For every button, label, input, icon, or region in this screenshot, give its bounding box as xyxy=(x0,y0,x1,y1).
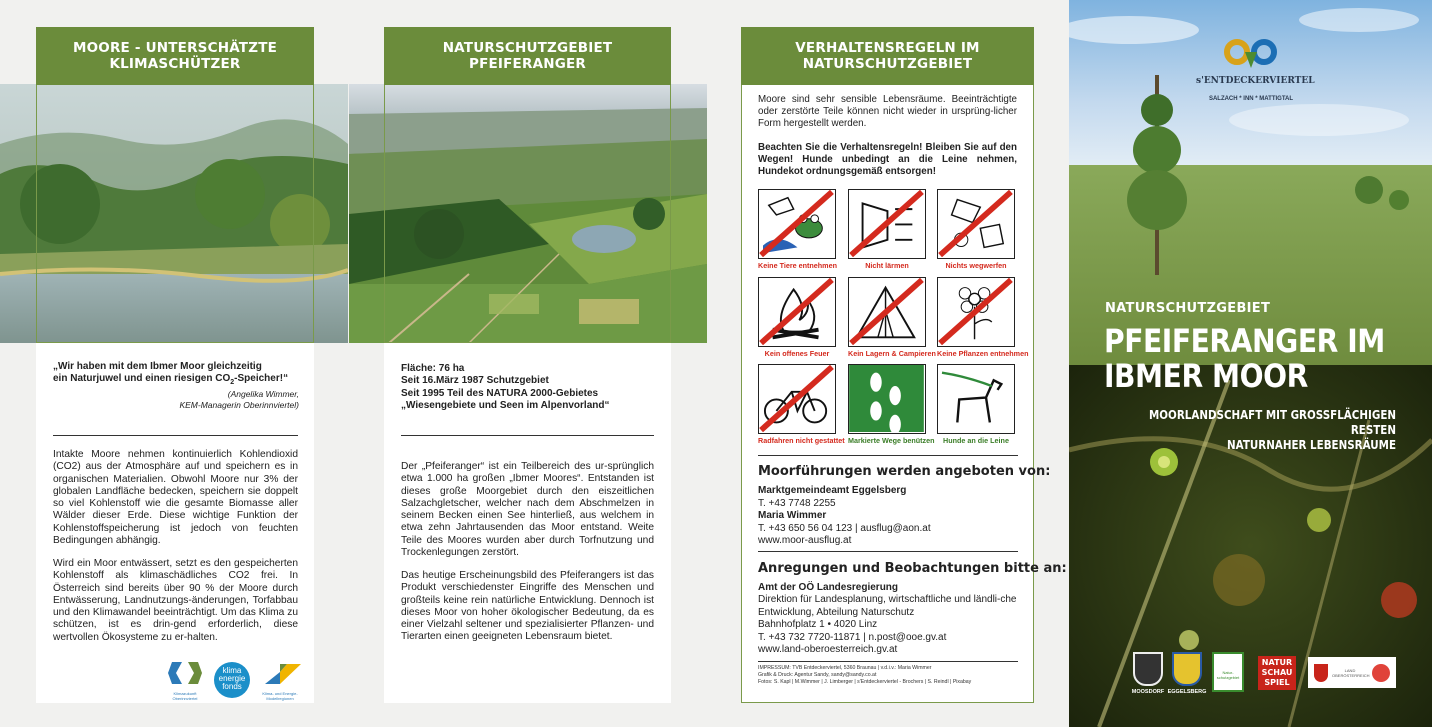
frog-icon xyxy=(758,189,836,259)
brand-subline: SALZACH * INN * MATTIGTAL xyxy=(1208,96,1294,102)
dog-leash-icon xyxy=(937,364,1015,434)
rule-icon-caption: Nichts wegwerfen xyxy=(945,261,1007,270)
rule-icon-caption: Markierte Wege benützen xyxy=(848,436,935,445)
rules-text: Beachten Sie die Verhaltensregeln! Bleiben Sie auf den Wegen! Hunde unbedingt an die Leine nehmen, Hundekot ordnungsgemäß entsorgen! xyxy=(758,142,1017,177)
quote: „Wir haben mit dem Ibmer Moor gleichzeitig ein Naturjuwel und einen riesigen $CO_2-Speicher!“$ xyxy=(53,361,289,387)
tours-heading: Moorführungen werden angeboten von: xyxy=(758,464,1051,479)
rule-icon-tile xyxy=(937,364,1015,445)
tours-contacts: Marktgemeindeamt Eggelsberg T. +43 7748 2255 Maria Wimmer T. +43 650 56 04 123 | ausflug@aon.at www.moor-ausflug.at xyxy=(758,485,1018,548)
intro-text: Moore sind sehr sensible Lebensräume. Beeinträchtigte oder zerstörte Teile können nicht wieder in ursprüng-licher Form hergestellt werden. xyxy=(758,94,1017,129)
feedback-heading: Anregungen und Beobachtungen bitte an: xyxy=(758,561,1067,576)
land-ooe-logo: LAND OBERÖSTERREICH xyxy=(1308,657,1396,688)
feedback-contacts: Amt der OÖ Landesregierung Direktion für Landesplanung, wirtschaftliche und ländli-che Entwicklung, Abteilung Naturschutz Bahnhofplatz 1 • 4020 Linz T. +43 732 7720-11871 | n.post@ooe.gv.at www.land-oberoesterreich.gv.at xyxy=(758,582,1020,656)
divider xyxy=(53,435,298,436)
feedback-website-link[interactable]: www.land-oberoesterreich.gv.at xyxy=(758,644,898,656)
panel1-header: MOORE - UNTERSCHÄTZTE KLIMASCHÜTZER xyxy=(36,27,314,85)
paragraph: Wird ein Moor entwässert, setzt es den gespeicherten Kohlenstoff als klimaschädliches CO2 frei. In Österreich sind bereits über 90 % der Moore durch Entwässerung, Landnutzungs-änderungen, Torfabbau und den Klimawandel beeinträchtigt. Um das Klima zu schützen, ist es drin-gend erforderlich, diese wertvollen Ökosysteme zu er-halten. xyxy=(53,558,298,643)
panel3-header: VERHALTENSREGELN IM NATURSCHUTZGEBIET xyxy=(741,27,1034,85)
entdeckerviertel-logo xyxy=(1222,38,1280,75)
rule-icon-tile xyxy=(937,277,1029,358)
footprints-icon xyxy=(848,364,926,434)
paragraph: Das heutige Erscheinungsbild des Pfeiferangers ist das Produkt verschiedenster Eingriffe des Menschen und großteils keine rein natürliche Entwicklung. Dennoch ist dieses Moor von hoher ökologischer Bedeutung, da es einer Vielzahl seltener und spezialisierter Pflanzen- und Tierarten einen geeigneten Lebensraum bietet. xyxy=(401,570,654,643)
rule-icon-tile xyxy=(758,189,836,270)
tours-website-link[interactable]: www.moor-ausflug.at xyxy=(758,535,852,546)
rule-icon-tile xyxy=(848,189,926,270)
paragraph: Der „Pfeiferanger“ ist ein Teilbereich des ur-sprünglich etwa 1.000 ha großen „Ibmer Moores“. Entstanden ist dieses große Moorgebiet durch den eiszeitlichen Salzachgletscher, welcher nach dem Abschmelzen in seinem Becken einen See hinterließ, aus welchem in etwa zehn Jahrtausenden das Moor entstand. Weite Teile des Moores wurden aber durch Torfnutzung und Trockenlegungen zerstört. xyxy=(401,461,654,559)
rule-icon-caption: Keine Tiere entnehmen xyxy=(758,261,837,270)
divider xyxy=(758,661,1018,662)
photo-aerial-landscape xyxy=(349,84,707,343)
rule-icon-tile xyxy=(848,277,936,358)
tent-icon xyxy=(848,277,926,347)
naturschutzgebiet-sign: Natur-schutzgebiet xyxy=(1212,652,1244,692)
rule-icon-tile xyxy=(937,189,1015,270)
klimaenergiefonds-logo: klima energie fonds xyxy=(214,662,250,698)
rule-icon-tile xyxy=(848,364,935,445)
facts: Fläche: 76 ha Seit 16.März 1987 Schutzgebiet Seit 1995 Teil des NATURA 2000-Gebietes „Wiesengebiete und Seen im Alpenvorland“ xyxy=(401,363,610,411)
panel2-header: NATURSCHUTZGEBIET PFEIFERANGER xyxy=(384,27,671,85)
rule-icon-caption: Kein offenes Feuer xyxy=(764,349,830,358)
rule-icon-caption: Hunde an die Leine xyxy=(943,436,1009,445)
flower-icon xyxy=(937,277,1015,347)
naturschauspiel-logo: NATUR SCHAU SPIEL xyxy=(1258,656,1296,690)
cover-subtitle: MOORLANDSCHAFT MIT GROSSFLÄCHIGEN RESTEN NATURNAHER LEBENSRÄUME xyxy=(1149,408,1396,452)
bicycle-icon xyxy=(758,364,836,434)
divider xyxy=(758,455,1018,456)
cover-title: PFEIFERANGER IM IBMER MOOR xyxy=(1104,322,1385,395)
rule-icon-tile xyxy=(758,364,845,445)
litter-icon xyxy=(937,189,1015,259)
divider xyxy=(758,551,1018,552)
paragraph: Intakte Moore nehmen kontinuierlich Kohlendioxid (CO2) aus der Atmosphäre auf und speichern es in organischen Materialien. Obwohl Moore nur 3% der globalen Landfläche bedecken, speichern sie doppelt so viel Kohlenstoff wie die gesamte Biomasse aller Wälder dieser Erde. Diese wichtige Funktion der Kohlenstoffspeicherung ist jedoch von feuchten Bedingungen abhängig. xyxy=(53,449,298,547)
rule-icon-caption: Nicht lärmen xyxy=(865,261,909,270)
rule-icon-caption: Keine Pflanzen entnehmen xyxy=(937,349,1029,358)
rule-icon-tile xyxy=(758,277,836,358)
rule-icon-caption: Kein Lagern & Campieren xyxy=(848,349,936,358)
photo-moor-pond xyxy=(0,84,348,343)
imprint: IMPRESSUM: TVB Entdeckerviertel, 5360 Braunau | v.d.i.v.: Maria Wimmer Grafik & Druck: Agentur Sandy, sandy@sandy.co.at Fotos: S. Kapl | M.Wimmer | J. Limberger | s'Entdeckerviertel - Brochers | S. Reindl | Pixabay xyxy=(758,665,972,685)
cover-kicker: NATURSCHUTZGEBIET xyxy=(1105,301,1271,316)
brand-name: s'ENTDECKERVIERTEL xyxy=(1196,76,1315,86)
fire-icon xyxy=(758,277,836,347)
moosdorf-crest: MOOSDORF xyxy=(1131,652,1165,695)
rule-icon-caption: Radfahren nicht gestattet xyxy=(758,436,845,445)
divider xyxy=(401,435,654,436)
klimazukunft-logo: Klimazukunft Oberinnviertel xyxy=(168,660,202,701)
quote-author: (Angelika Wimmer, KEM-Managerin Oberinnviertel) xyxy=(179,389,299,410)
noise-icon xyxy=(848,189,926,259)
kem-logo: Klima- und Energie-Modellregionen xyxy=(257,662,303,701)
eggelsberg-crest: EGGELSBERG xyxy=(1167,652,1207,695)
